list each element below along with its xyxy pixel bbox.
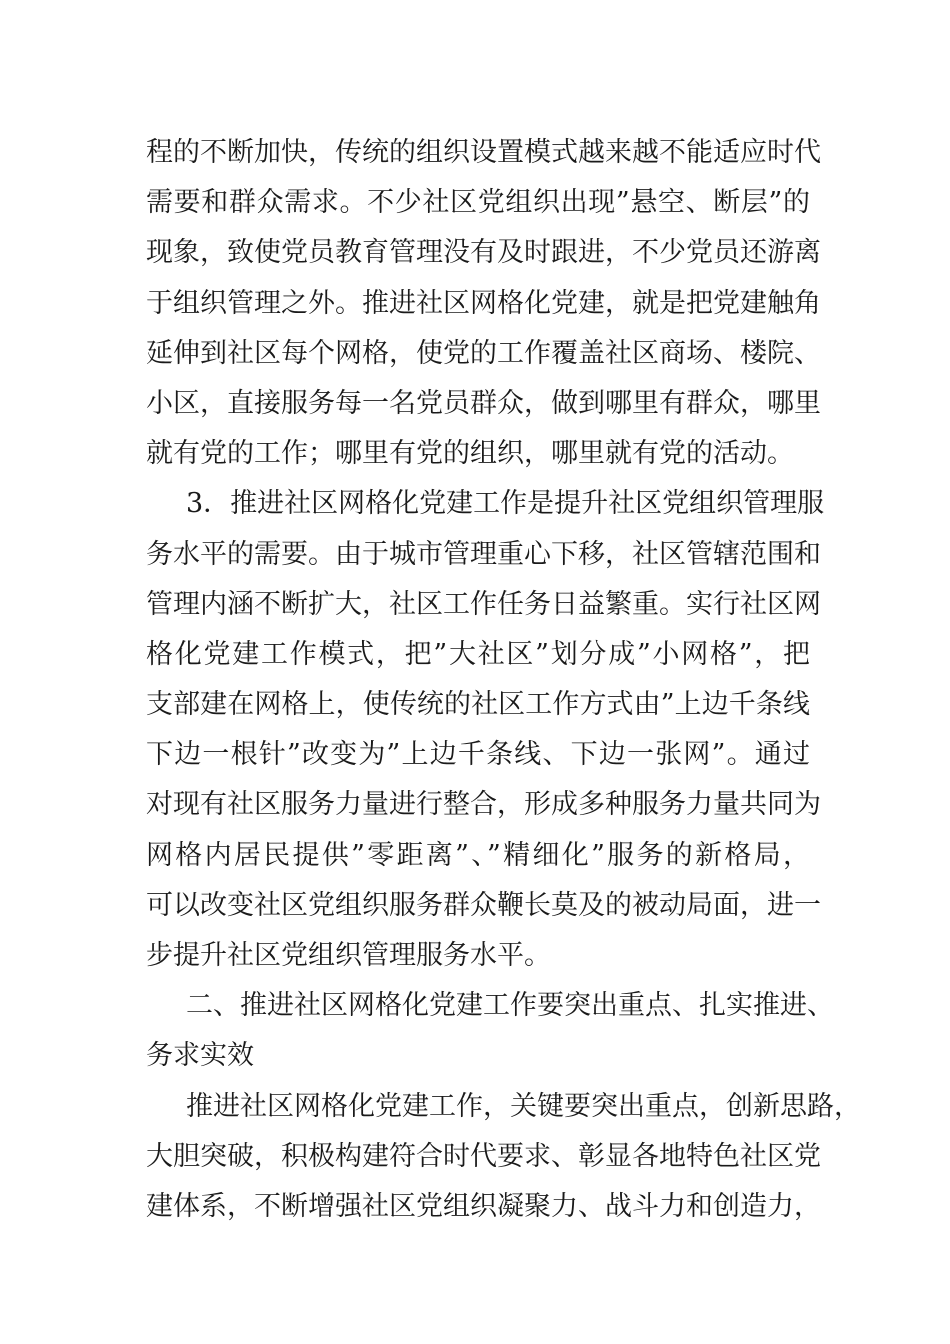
text-line: 管理内涵不断扩大，社区工作任务日益繁重。实行社区网 bbox=[146, 588, 821, 620]
text-line: 大胆突破，积极构建符合时代要求、彰显各地特色社区党 bbox=[146, 1140, 821, 1172]
text-line: 格化党建工作模式，把”大社区”划分成”小网格”，把 bbox=[146, 638, 810, 670]
text-line: 步提升社区党组织管理服务水平。 bbox=[146, 940, 551, 971]
document-body bbox=[146, 128, 861, 1232]
section-heading-line: 二、推进社区网格化党建工作要突出重点、扎实推进、 bbox=[186, 990, 834, 1022]
text-line: 支部建在网格上，使传统的社区工作方式由”上边千条线 bbox=[146, 689, 810, 721]
text-line: 程的不断加快，传统的组织设置模式越来越不能适应时代 bbox=[146, 137, 821, 168]
text-line: 务水平的需要。由于城市管理重心下移，社区管辖范围和 bbox=[146, 538, 821, 570]
text-line: 就有党的工作；哪里有党的组织，哪里就有党的活动。 bbox=[146, 438, 794, 470]
text-line: 建体系，不断增强社区党组织凝聚力、战斗力和创造力， bbox=[146, 1190, 821, 1222]
text-line: 需要和群众需求。不少社区党组织出现”悬空、断层”的 bbox=[146, 187, 810, 219]
text-line: 下边一根针”改变为”上边千条线、下边一张网”。通过 bbox=[146, 739, 810, 771]
text-line: 3．推进社区网格化党建工作是提升社区党组织管理服 bbox=[186, 488, 825, 520]
text-line: 对现有社区服务力量进行整合，形成多种服务力量共同为 bbox=[146, 789, 821, 821]
text-line: 推进社区网格化党建工作，关键要突出重点，创新思路， bbox=[186, 1090, 861, 1122]
text-line: 可以改变社区党组织服务群众鞭长莫及的被动局面，进一 bbox=[146, 889, 821, 921]
text-line: 于组织管理之外。推进社区网格化党建，就是把党建触角 bbox=[146, 287, 821, 319]
text-line: 延伸到社区每个网格，使党的工作覆盖社区商场、楼院、 bbox=[146, 337, 821, 369]
text-line: 现象，致使党员教育管理没有及时跟进，不少党员还游离 bbox=[146, 237, 821, 269]
text-line: 小区，直接服务每一名党员群众，做到哪里有群众，哪里 bbox=[146, 387, 821, 419]
section-heading-line: 务求实效 bbox=[146, 1040, 254, 1072]
text-line: 网格内居民提供”零距离”、”精细化”服务的新格局， bbox=[146, 839, 810, 871]
